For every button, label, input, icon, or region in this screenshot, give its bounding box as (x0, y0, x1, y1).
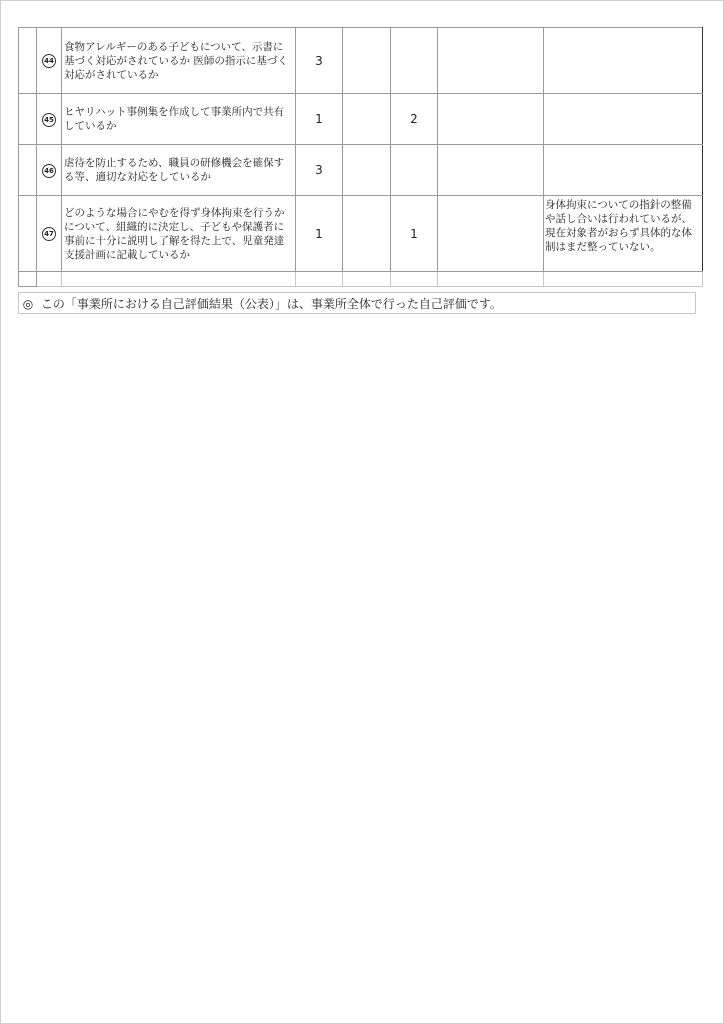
table-row (19, 196, 703, 272)
answer-col-4 (438, 145, 544, 196)
double-circle-icon: ◎ (22, 297, 34, 311)
table-row-empty (19, 272, 703, 287)
item-number: 44 (42, 54, 56, 68)
answer-col-3 (391, 28, 438, 94)
answer-col-4 (438, 94, 544, 145)
comment-cell (544, 196, 703, 272)
item-question: 食物アレルギーのある子どもについて、示書に基づく対応がされているか 医師の指示に基づく対応がされているか (62, 28, 296, 94)
answer-col-3: 1 (391, 196, 438, 272)
answer-col-2 (343, 196, 391, 272)
item-number: 45 (42, 113, 56, 127)
comment-cell (544, 145, 703, 196)
answer-col-4 (438, 196, 544, 272)
footer-note (18, 292, 696, 314)
answer-col-4 (438, 28, 544, 94)
item-question: 虐待を防止するため、職員の研修機会を確保する等、適切な対応をしているか (62, 145, 296, 196)
answer-col-1: 3 (296, 28, 343, 94)
comment-cell (544, 94, 703, 145)
answer-col-2 (343, 94, 391, 145)
comment-cell (544, 28, 703, 94)
table-row (19, 145, 703, 196)
comment-text (545, 94, 701, 96)
table-row (19, 94, 703, 145)
table-row (19, 28, 703, 94)
evaluation-table (18, 27, 703, 287)
answer-col-1: 1 (296, 94, 343, 145)
answer-col-2 (343, 145, 391, 196)
answer-col-1: 3 (296, 145, 343, 196)
item-number: 47 (42, 227, 56, 241)
comment-text (545, 28, 701, 30)
footer-note-text: この「事業所における自己評価結果（公表）」は、事業所全体で行った自己評価です。 (40, 297, 502, 311)
comment-text (545, 145, 701, 147)
item-question: どのような場合にやむを得ず身体拘束を行うかについて、組織的に決定し、子どもや保護者に事前に十分に説明し了解を得た上で、児童発達支援計画に記載しているか (62, 196, 296, 272)
comment-text: 身体拘束についての指針の整備や話し合いは行われているが、現在対象者がおらず具体的な体制はまだ整っていない。 (545, 199, 692, 253)
answer-col-3: 2 (391, 94, 438, 145)
answer-col-2 (343, 28, 391, 94)
answer-col-1: 1 (296, 196, 343, 272)
item-number: 46 (42, 164, 56, 178)
item-question: ヒヤリハット事例集を作成して事業所内で共有しているか (62, 94, 296, 145)
answer-col-3 (391, 145, 438, 196)
